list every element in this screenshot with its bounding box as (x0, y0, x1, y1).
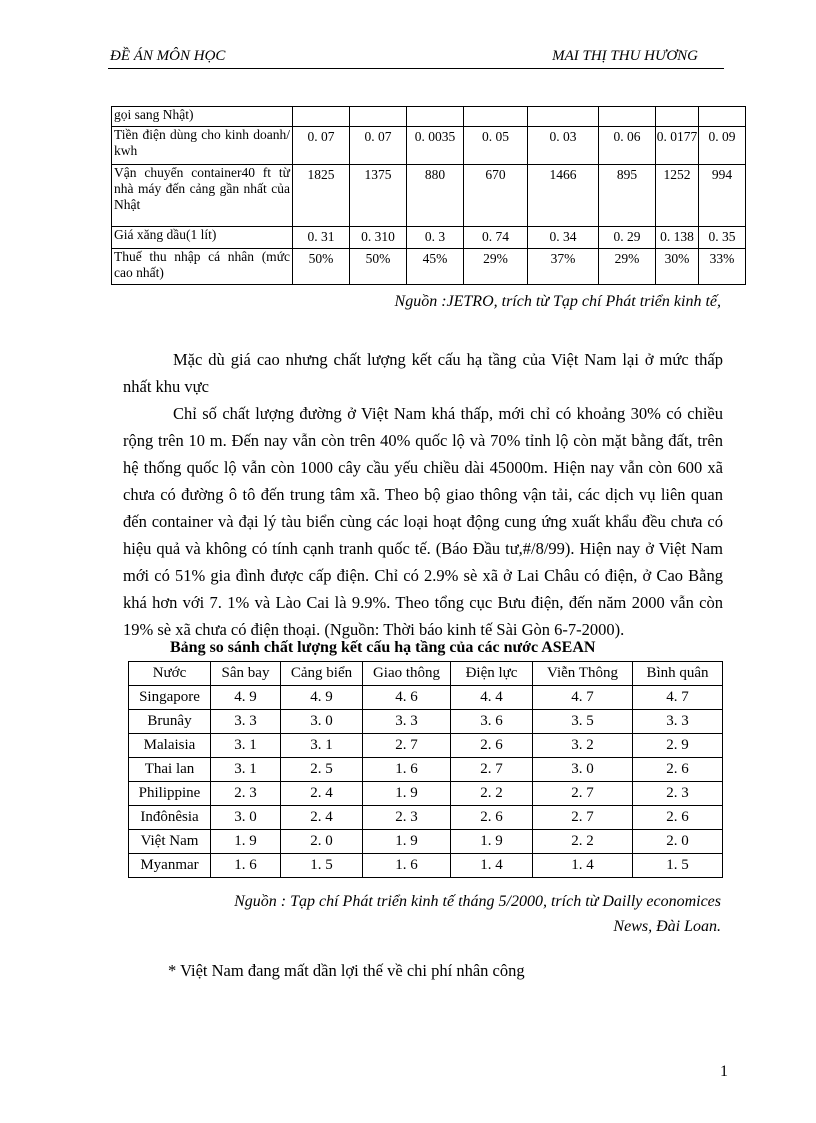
cost-cell (464, 107, 528, 127)
score-cell: 1. 6 (211, 854, 281, 878)
score-cell: 4. 6 (363, 686, 451, 710)
score-cell: 2. 3 (633, 782, 723, 806)
cost-cell: 0. 34 (528, 227, 599, 249)
table2-header-cell: Viễn Thông (533, 662, 633, 686)
score-cell: 2. 9 (633, 734, 723, 758)
cost-cell: 0. 09 (699, 127, 746, 165)
cost-cell: 29% (599, 249, 656, 285)
cost-cell (407, 107, 464, 127)
score-cell: 3. 6 (451, 710, 533, 734)
score-cell: 1. 5 (281, 854, 363, 878)
paragraph-2: Chỉ số chất lượng đường ở Việt Nam khá thấp, mới chỉ có khoảng 30% có chiều rộng trên 10 m. Đến nay vẫn còn trên 40% quốc lộ và 70% tỉnh lộ còn mặt bằng đất, trên hệ thống quốc lộ vẫn còn 1000 cây cầu yếu chiều dài 45000m. Hiện nay vẫn còn 600 xã chưa có đường ô tô đến trung tâm xã. Theo bộ giao thông vận tải, các dịch vụ liên quan đến container và đại lý tàu biển cùng các loại hoạt động cung ứng xuất khẩu đều chưa có hiệu quả và không có tính cạnh tranh quốc tế. (Báo Đầu tư,#/8/99). Hiện nay ở Việt Nam mới có 51% gia đình được cấp điện. Chỉ có 2.9% sè xã ở Lai Châu có điện, ở Cao Bằng khá hơn với 7. 1% và Lào Cai là 9.9%. Theo tổng cục Bưu điện, đến năm 2000 vẫn còn 19% sè xã chưa có điện thoại. (Nguồn: Thời báo kinh tế Sài Gòn 6-7-2000). (123, 403, 723, 639)
table2-body (129, 686, 723, 878)
score-cell: 2. 3 (211, 782, 281, 806)
country-cell: Inđônêsia (129, 806, 211, 830)
source-note-2: Nguồn : Tạp chí Phát triển kinh tế tháng 5/2000, trích từ Dailly economices News, Đài Loan. (234, 893, 721, 935)
score-cell: 3. 3 (211, 710, 281, 734)
cost-cell: 0. 35 (699, 227, 746, 249)
score-cell: 2. 3 (363, 806, 451, 830)
header-right: MAI THỊ THU HƯƠNG (552, 48, 698, 64)
table2-header-cell: Điện lực (451, 662, 533, 686)
score-cell: 2. 6 (451, 734, 533, 758)
score-cell: 2. 2 (533, 830, 633, 854)
country-cell: Việt Nam (129, 830, 211, 854)
cost-cell: 30% (656, 249, 699, 285)
cost-cell (656, 107, 699, 127)
country-cell: Brunây (129, 710, 211, 734)
table2-row (129, 782, 723, 806)
cost-cell: 45% (407, 249, 464, 285)
cost-cell: 0. 06 (599, 127, 656, 165)
header-left: ĐỀ ÁN MÔN HỌC (110, 48, 226, 64)
cost-row-label: Thuế thu nhập cá nhân (mức cao nhất) (112, 249, 293, 285)
cost-table-row (112, 227, 746, 249)
cost-row-label: Giá xăng dầu(1 lít) (112, 227, 293, 249)
score-cell: 2. 7 (533, 782, 633, 806)
score-cell: 3. 1 (211, 734, 281, 758)
score-cell: 3. 0 (281, 710, 363, 734)
table2-row (129, 686, 723, 710)
bullet-note: * Việt Nam đang mất dần lợi thế về chi phí nhân công (168, 961, 525, 980)
cost-cell: 0. 07 (293, 127, 350, 165)
score-cell: 4. 9 (211, 686, 281, 710)
cost-table-row (112, 165, 746, 227)
cost-cell: 670 (464, 165, 528, 227)
asean-infrastructure-table (128, 661, 723, 878)
score-cell: 1. 4 (533, 854, 633, 878)
table2-row (129, 734, 723, 758)
cost-table-row (112, 127, 746, 165)
table2-row (129, 806, 723, 830)
table2-row (129, 830, 723, 854)
cost-cell: 0. 0035 (407, 127, 464, 165)
cost-cell: 994 (699, 165, 746, 227)
score-cell: 1. 6 (363, 854, 451, 878)
score-cell: 3. 2 (533, 734, 633, 758)
table2-row (129, 854, 723, 878)
score-cell: 2. 4 (281, 782, 363, 806)
score-cell: 3. 5 (533, 710, 633, 734)
page-header (108, 44, 724, 69)
page-number: 1 (720, 1063, 728, 1080)
cost-cell (599, 107, 656, 127)
cost-comparison-table (111, 106, 746, 285)
cost-cell: 0. 138 (656, 227, 699, 249)
table2-header-cell: Nước (129, 662, 211, 686)
cost-cell: 29% (464, 249, 528, 285)
country-cell: Philippine (129, 782, 211, 806)
cost-cell: 1825 (293, 165, 350, 227)
cost-cell: 0. 31 (293, 227, 350, 249)
cost-cell: 895 (599, 165, 656, 227)
table2-row (129, 758, 723, 782)
score-cell: 2. 0 (633, 830, 723, 854)
score-cell: 2. 7 (451, 758, 533, 782)
score-cell: 2. 6 (451, 806, 533, 830)
score-cell: 4. 9 (281, 686, 363, 710)
score-cell: 1. 5 (633, 854, 723, 878)
cost-cell: 1466 (528, 165, 599, 227)
score-cell: 2. 7 (363, 734, 451, 758)
score-cell: 1. 9 (363, 830, 451, 854)
cost-cell (350, 107, 407, 127)
table2-row (129, 710, 723, 734)
cost-cell: 0. 74 (464, 227, 528, 249)
cost-row-label: Vận chuyển container40 ft từ nhà máy đến cảng gần nhất của Nhật (112, 165, 293, 227)
cost-row-label: Tiền điện dùng cho kinh doanh/ kwh (112, 127, 293, 165)
cost-table-body (112, 107, 746, 285)
table2-header-cell: Giao thông (363, 662, 451, 686)
score-cell: 2. 0 (281, 830, 363, 854)
score-cell: 1. 6 (363, 758, 451, 782)
cost-table-row (112, 249, 746, 285)
cost-cell: 0. 3 (407, 227, 464, 249)
score-cell: 4. 7 (633, 686, 723, 710)
score-cell: 3. 1 (281, 734, 363, 758)
cost-cell: 0. 310 (350, 227, 407, 249)
country-cell: Myanmar (129, 854, 211, 878)
score-cell: 1. 9 (211, 830, 281, 854)
score-cell: 4. 4 (451, 686, 533, 710)
cost-cell: 0. 05 (464, 127, 528, 165)
cost-cell: 0. 29 (599, 227, 656, 249)
score-cell: 2. 2 (451, 782, 533, 806)
score-cell: 2. 4 (281, 806, 363, 830)
cost-table-row (112, 107, 746, 127)
cost-cell: 33% (699, 249, 746, 285)
table2-title: Bảng so sánh chất lượng kết cấu hạ tầng của các nước ASEAN (170, 639, 596, 656)
table2-header-cell: Sân bay (211, 662, 281, 686)
cost-cell: 1252 (656, 165, 699, 227)
score-cell: 2. 6 (633, 758, 723, 782)
paragraph-1: Mặc dù giá cao nhưng chất lượng kết cấu hạ tầng của Việt Nam lại ở mức thấp nhất khu vực (123, 349, 723, 396)
country-cell: Malaisia (129, 734, 211, 758)
table2-header-row (129, 662, 723, 686)
score-cell: 2. 6 (633, 806, 723, 830)
country-cell: Singapore (129, 686, 211, 710)
cost-cell (699, 107, 746, 127)
score-cell: 1. 4 (451, 854, 533, 878)
score-cell: 1. 9 (451, 830, 533, 854)
cost-cell: 0. 03 (528, 127, 599, 165)
cost-cell: 1375 (350, 165, 407, 227)
score-cell: 2. 7 (533, 806, 633, 830)
cost-cell: 0. 07 (350, 127, 407, 165)
score-cell: 3. 0 (533, 758, 633, 782)
cost-cell (293, 107, 350, 127)
table2-header-cell: Cảng biển (281, 662, 363, 686)
cost-cell (528, 107, 599, 127)
score-cell: 3. 3 (633, 710, 723, 734)
score-cell: 2. 5 (281, 758, 363, 782)
score-cell: 3. 0 (211, 806, 281, 830)
cost-cell: 50% (293, 249, 350, 285)
score-cell: 3. 3 (363, 710, 451, 734)
score-cell: 4. 7 (533, 686, 633, 710)
cost-row-label: gọi sang Nhật) (112, 107, 293, 127)
source-note-1: Nguồn :JETRO, trích từ Tạp chí Phát triển kinh tế, (394, 293, 721, 310)
cost-cell: 0. 0177 (656, 127, 699, 165)
score-cell: 3. 1 (211, 758, 281, 782)
table2-header-cell: Bình quân (633, 662, 723, 686)
country-cell: Thai lan (129, 758, 211, 782)
cost-cell: 50% (350, 249, 407, 285)
cost-cell: 37% (528, 249, 599, 285)
cost-cell: 880 (407, 165, 464, 227)
score-cell: 1. 9 (363, 782, 451, 806)
